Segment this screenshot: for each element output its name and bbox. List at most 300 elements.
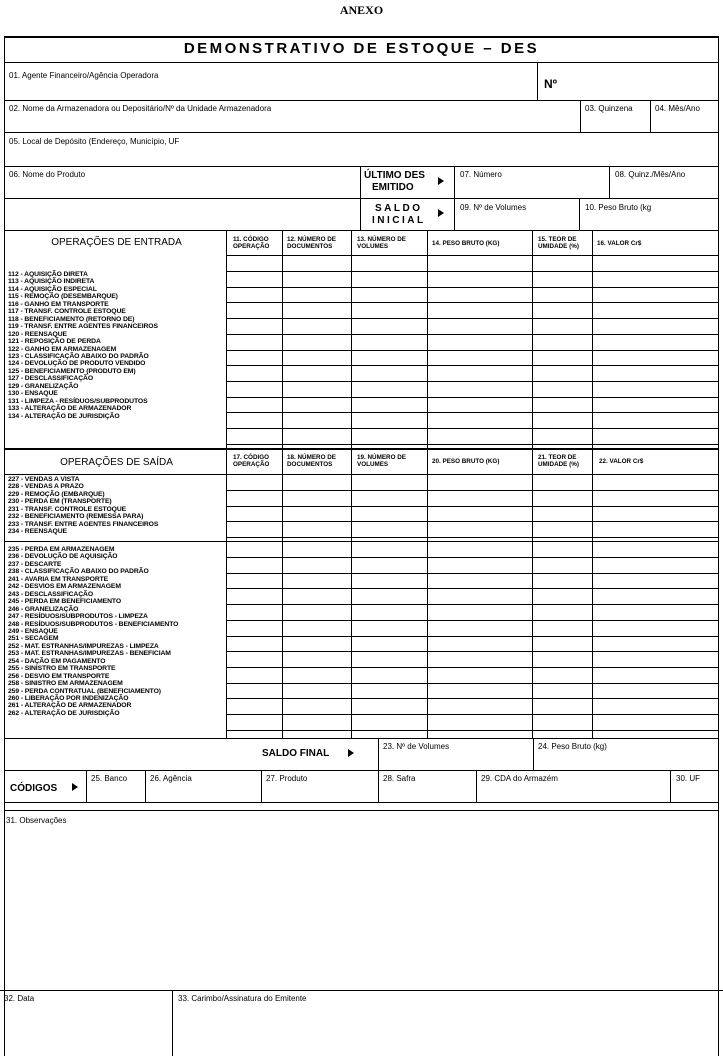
operation-code-item: 246 - GRANELIZAÇÃO <box>8 605 79 613</box>
entrada-cell[interactable] <box>284 350 349 364</box>
saida-a-cell[interactable] <box>429 506 530 520</box>
saida-b-cell[interactable] <box>353 621 425 635</box>
saida-a-cell[interactable] <box>534 522 590 536</box>
divider <box>533 738 534 770</box>
entrada-cell[interactable] <box>353 397 425 411</box>
divider <box>0 990 723 991</box>
entrada-cell[interactable] <box>594 272 716 286</box>
field-09-label: 09. Nº de Volumes <box>460 203 527 212</box>
saida-b-cell[interactable] <box>284 542 349 556</box>
grid-col-line <box>532 230 533 448</box>
saida-b-cell[interactable] <box>429 652 530 666</box>
operation-code-item: 238 - CLASSIFICAÇÃO ABAIXO DO PADRÃO <box>8 568 149 576</box>
saida-b-cell[interactable] <box>534 542 590 556</box>
arrow-right-icon <box>438 209 444 217</box>
saida-b-cell[interactable] <box>228 699 280 713</box>
operation-code-item: 118 - BENEFICIAMENTO (RETORNO DE) <box>8 315 135 323</box>
operation-code-item: 234 - REENSAQUE <box>8 528 67 536</box>
divider <box>4 738 719 739</box>
field-05-input[interactable] <box>10 147 710 163</box>
saida-a-cell[interactable] <box>228 506 280 520</box>
entrada-cell[interactable] <box>534 382 590 396</box>
field-26-label: 26. Agência <box>150 774 192 783</box>
entrada-cell[interactable] <box>228 397 280 411</box>
operation-code-item: 125 - BENEFICIAMENTO (PRODUTO EM) <box>8 367 136 375</box>
saida-b-cell[interactable] <box>353 605 425 619</box>
entrada-cell[interactable] <box>594 287 716 301</box>
grid-col-line <box>427 450 428 738</box>
saida-a-cell[interactable] <box>534 475 590 489</box>
divider <box>579 198 580 230</box>
saida-b-cell[interactable] <box>429 636 530 650</box>
saida-b-cell[interactable] <box>594 573 716 587</box>
field-31-label: 31. Observações <box>6 816 67 825</box>
saida-b-cell[interactable] <box>353 589 425 603</box>
saida-b-cell[interactable] <box>534 558 590 572</box>
saida-b-cell[interactable] <box>429 589 530 603</box>
saida-b-cell[interactable] <box>353 573 425 587</box>
saida-b-cell[interactable] <box>594 652 716 666</box>
col-13-label-a: 13. NÚMERO DE <box>357 236 406 243</box>
saida-b-cell[interactable] <box>353 558 425 572</box>
entrada-cell[interactable] <box>594 319 716 333</box>
grid-col-line <box>282 450 283 738</box>
operation-code-item: 231 - TRANSF. CONTROLE ESTOQUE <box>8 505 127 513</box>
entrada-cell[interactable] <box>353 256 425 270</box>
saida-b-cell[interactable] <box>429 699 530 713</box>
entrada-cell[interactable] <box>353 319 425 333</box>
entrada-cell[interactable] <box>429 256 530 270</box>
field-24-input[interactable] <box>537 752 713 767</box>
divider <box>145 770 146 802</box>
operation-code-item: 245 - PERDA EM BENEFICIAMENTO <box>8 598 122 606</box>
field-04-input[interactable] <box>654 114 716 130</box>
saida-b-cell[interactable] <box>429 605 530 619</box>
operation-code-item: 115 - REMOÇÃO (DESEMBARQUE) <box>8 293 118 301</box>
saida-b-cell[interactable] <box>228 589 280 603</box>
observacoes-textarea[interactable] <box>8 828 713 986</box>
entrada-cell[interactable] <box>228 287 280 301</box>
divider <box>4 770 719 771</box>
col-11-label-b: OPERAÇÃO <box>233 243 270 250</box>
entrada-cell[interactable] <box>284 429 349 443</box>
saida-b-cell[interactable] <box>534 699 590 713</box>
saida-b-cell[interactable] <box>534 683 590 697</box>
operation-code-item: 113 - AQUISIÇÃO INDIRETA <box>8 278 95 286</box>
saida-b-cell[interactable] <box>228 636 280 650</box>
divider <box>4 802 719 803</box>
form-title: DEMONSTRATIVO DE ESTOQUE – DES <box>183 40 540 57</box>
ultimo-des-label: ÚLTIMO DES <box>364 170 425 181</box>
field-26-input[interactable] <box>149 784 257 799</box>
divider <box>261 770 262 802</box>
entrada-cell[interactable] <box>284 397 349 411</box>
col-12-label-a: 12. NÚMERO DE <box>287 236 336 243</box>
saida-b-cell[interactable] <box>429 668 530 682</box>
saida-a-cell[interactable] <box>228 475 280 489</box>
col-20-label: 20. PESO BRUTO (KG) <box>432 458 500 465</box>
field-10-label: 10. Peso Bruto (kg <box>585 203 652 212</box>
entrada-cell[interactable] <box>284 382 349 396</box>
saida-b-cell[interactable] <box>353 636 425 650</box>
divider <box>670 770 671 802</box>
operation-code-item: 133 - ALTERAÇÃO DE ARMAZENADOR <box>8 405 132 413</box>
saida-b-cell[interactable] <box>284 589 349 603</box>
col-16-label: 16. VALOR Cr$ <box>597 240 642 247</box>
divider <box>4 198 719 199</box>
entrada-cell[interactable] <box>429 319 530 333</box>
entrada-cell[interactable] <box>594 335 716 349</box>
operation-code-item: 117 - TRANSF. CONTROLE ESTOQUE <box>8 308 126 316</box>
col-11-label-a: 11. CÓDIGO <box>233 236 269 243</box>
field-07-input[interactable] <box>458 180 603 196</box>
saida-a-cell[interactable] <box>534 506 590 520</box>
entrada-cell[interactable] <box>429 366 530 380</box>
saida-b-cell[interactable] <box>284 621 349 635</box>
entrada-cell[interactable] <box>594 429 716 443</box>
operation-code-item: 249 - ENSAQUE <box>8 627 58 635</box>
saida-b-cell[interactable] <box>429 621 530 635</box>
col-17-label-b: OPERAÇÃO <box>233 461 270 468</box>
entrada-cell[interactable] <box>228 319 280 333</box>
saldo-final-label: SALDO FINAL <box>262 748 330 759</box>
saida-b-cell[interactable] <box>353 699 425 713</box>
entrada-cell[interactable] <box>594 256 716 270</box>
operation-code-item: 241 - AVARIA EM TRANSPORTE <box>8 575 109 583</box>
entrada-cell[interactable] <box>534 397 590 411</box>
entrada-cell[interactable] <box>228 272 280 286</box>
saida-b-cell[interactable] <box>594 605 716 619</box>
field-29-label: 29. CDA do Armazém <box>481 774 558 783</box>
field-27-input[interactable] <box>265 784 373 799</box>
saida-a-cell[interactable] <box>353 506 425 520</box>
entrada-cell[interactable] <box>284 287 349 301</box>
entrada-cell[interactable] <box>353 303 425 317</box>
entrada-cell[interactable] <box>353 382 425 396</box>
operation-code-item: 122 - GANHO EM ARMAZENAGEM <box>8 345 117 353</box>
entrada-cell[interactable] <box>534 256 590 270</box>
entrada-cell[interactable] <box>594 397 716 411</box>
saida-a-cell[interactable] <box>284 475 349 489</box>
saida-b-cell[interactable] <box>353 652 425 666</box>
saida-b-cell[interactable] <box>228 621 280 635</box>
field-08-label: 08. Quinz./Mês/Ano <box>615 170 686 179</box>
operation-code-item: 129 - GRANELIZAÇÃO <box>8 382 79 390</box>
saida-a-cell[interactable] <box>429 522 530 536</box>
entrada-cell[interactable] <box>594 366 716 380</box>
saida-b-cell[interactable] <box>228 683 280 697</box>
entrada-cell[interactable] <box>284 256 349 270</box>
col-15-label-b: UMIDADE (%) <box>538 243 579 250</box>
saida-a-cell[interactable] <box>353 491 425 505</box>
saida-a-cell[interactable] <box>594 491 716 505</box>
saida-b-cell[interactable] <box>353 683 425 697</box>
saida-b-cell[interactable] <box>594 589 716 603</box>
saida-b-cell[interactable] <box>284 573 349 587</box>
entrada-cell[interactable] <box>534 350 590 364</box>
operation-code-item: 258 - SINISTRO EM ARMAZENAGEM <box>8 680 123 688</box>
entrada-cell[interactable] <box>284 319 349 333</box>
entrada-cell[interactable] <box>534 429 590 443</box>
saida-a-cell[interactable] <box>284 522 349 536</box>
saldo-label: SALDO <box>375 203 423 214</box>
field-01-label: 01. Agente Financeiro/Agência Operadora <box>9 71 159 80</box>
saida-b-cell[interactable] <box>228 542 280 556</box>
operation-code-item: 252 - MAT. ESTRANHAS/IMPUREZAS - LIMPEZA <box>8 642 159 650</box>
col-18-label-a: 18. NÚMERO DE <box>287 454 336 461</box>
divider <box>378 770 379 802</box>
entrada-cell[interactable] <box>534 272 590 286</box>
operation-code-item: 253 - MAT. ESTRANHAS/IMPUREZAS - BENEFICIAM <box>8 650 171 658</box>
saida-b-cell[interactable] <box>284 652 349 666</box>
field-28-label: 28. Safra <box>383 774 416 783</box>
saida-a-cell[interactable] <box>284 506 349 520</box>
divider <box>650 100 651 132</box>
entrada-cell[interactable] <box>429 397 530 411</box>
saida-b-cell[interactable] <box>594 636 716 650</box>
saida-b-cell[interactable] <box>228 558 280 572</box>
emitido-label: EMITIDO <box>372 182 414 193</box>
entrada-cell[interactable] <box>429 335 530 349</box>
entrada-cell[interactable] <box>429 413 530 427</box>
operation-code-item: 114 - AQUISIÇÃO ESPECIAL <box>8 285 97 293</box>
arrow-right-icon <box>438 177 444 185</box>
saida-title: OPERAÇÕES DE SAÍDA <box>60 457 173 468</box>
saida-a-cell[interactable] <box>534 491 590 505</box>
saida-b-cell[interactable] <box>284 699 349 713</box>
saida-b-cell[interactable] <box>228 605 280 619</box>
arrow-right-icon <box>72 783 78 791</box>
operation-code-item: 233 - TRANSF. ENTRE AGENTES FINANCEIROS <box>8 520 159 528</box>
entrada-cell[interactable] <box>353 366 425 380</box>
col-13-label-b: VOLUMES <box>357 243 389 250</box>
field-09-input[interactable] <box>458 213 573 228</box>
divider <box>86 770 87 802</box>
entrada-cell[interactable] <box>429 382 530 396</box>
saida-b-cell[interactable] <box>534 636 590 650</box>
divider <box>4 810 719 811</box>
field-05-label: 05. Local de Depósito (Endereço, Município, UF <box>9 137 180 146</box>
inicial-label: INICIAL <box>372 215 426 226</box>
grid-row-line <box>226 444 719 445</box>
saida-b-cell[interactable] <box>594 683 716 697</box>
operation-code-item: 237 - DESCARTE <box>8 560 62 568</box>
entrada-cell[interactable] <box>429 287 530 301</box>
saida-b-cell[interactable] <box>594 542 716 556</box>
saida-b-cell[interactable] <box>228 573 280 587</box>
entrada-cell[interactable] <box>228 382 280 396</box>
operation-code-item: 112 - AQUISIÇÃO DIRETA <box>8 271 88 278</box>
saida-b-cell[interactable] <box>534 715 590 729</box>
entrada-cell[interactable] <box>228 413 280 427</box>
entrada-cell[interactable] <box>228 303 280 317</box>
saida-b-cell[interactable] <box>429 715 530 729</box>
saida-b-cell[interactable] <box>534 652 590 666</box>
operation-code-item: 131 - LIMPEZA - RESÍDUOS/SUBPRODUTOS <box>8 397 148 405</box>
entrada-cell[interactable] <box>228 335 280 349</box>
entrada-cell[interactable] <box>429 272 530 286</box>
grid-row-line <box>226 537 719 538</box>
entrada-cell[interactable] <box>228 350 280 364</box>
field-23-input[interactable] <box>382 752 528 767</box>
saida-b-cell[interactable] <box>228 715 280 729</box>
field-32-input[interactable] <box>6 1006 166 1052</box>
field-01-input[interactable] <box>10 80 530 98</box>
field-25-input[interactable] <box>90 784 142 799</box>
field-25-label: 25. Banco <box>91 774 128 783</box>
grid-col-line <box>282 230 283 448</box>
operation-code-item: 127 - DESCLASSIFICAÇÃO <box>8 375 94 383</box>
entrada-cell[interactable] <box>534 287 590 301</box>
entrada-cell[interactable] <box>353 272 425 286</box>
field-08-input[interactable] <box>613 180 713 196</box>
entrada-cell[interactable] <box>594 350 716 364</box>
field-03-input[interactable] <box>584 114 646 130</box>
saida-b-cell[interactable] <box>594 699 716 713</box>
entrada-cell[interactable] <box>353 429 425 443</box>
operation-code-item: 243 - DESCLASSIFICAÇÃO <box>8 590 94 598</box>
saida-b-cell[interactable] <box>594 668 716 682</box>
divider <box>609 166 610 198</box>
saida-b-cell[interactable] <box>429 683 530 697</box>
field-02-input[interactable] <box>10 114 575 130</box>
field-29-input[interactable] <box>480 784 666 799</box>
grid-row-line <box>226 730 719 731</box>
grid-col-line <box>351 230 352 448</box>
saida-b-cell[interactable] <box>534 668 590 682</box>
grid-col-line <box>351 450 352 738</box>
entrada-cell[interactable] <box>594 303 716 317</box>
saida-a-cell[interactable] <box>284 491 349 505</box>
saida-b-cell[interactable] <box>284 605 349 619</box>
saida-b-cell[interactable] <box>534 573 590 587</box>
saida-a-cell[interactable] <box>594 506 716 520</box>
entrada-cell[interactable] <box>353 413 425 427</box>
divider <box>537 62 538 100</box>
codigos-label: CÓDIGOS <box>10 783 58 794</box>
entrada-cell[interactable] <box>534 366 590 380</box>
entrada-cell[interactable] <box>594 382 716 396</box>
saida-b-cell[interactable] <box>594 715 716 729</box>
entrada-cell[interactable] <box>284 335 349 349</box>
entrada-cell[interactable] <box>353 335 425 349</box>
entrada-title: OPERAÇÕES DE ENTRADA <box>51 237 182 248</box>
grid-col-line <box>226 230 227 448</box>
field-23-label: 23. Nº de Volumes <box>383 742 450 751</box>
col-22-label: 22. VALOR Cr$ <box>599 458 644 465</box>
divider <box>4 62 719 63</box>
entrada-cell[interactable] <box>284 366 349 380</box>
saida-b-cell[interactable] <box>284 715 349 729</box>
saida-b-cell[interactable] <box>534 605 590 619</box>
saida-b-cell[interactable] <box>228 668 280 682</box>
operation-code-item: 242 - DESVIOS EM ARMAZENAGEM <box>8 583 121 591</box>
saida-a-cell[interactable] <box>429 491 530 505</box>
entrada-cell[interactable] <box>228 429 280 443</box>
entrada-cell[interactable] <box>534 303 590 317</box>
operation-code-item: 247 - RESÍDUOS/SUBPRODUTOS - LIMPEZA <box>8 613 148 621</box>
entrada-cell[interactable] <box>353 350 425 364</box>
numero-input[interactable] <box>566 70 714 96</box>
entrada-cell[interactable] <box>534 319 590 333</box>
col-19-label-a: 19. NÚMERO DE <box>357 454 406 461</box>
saida-b-cell[interactable] <box>534 589 590 603</box>
operation-code-item: 248 - RESÍDUOS/SUBPRODUTOS - BENEFICIAMENTO <box>8 620 179 628</box>
field-33-signature[interactable] <box>178 1006 713 1052</box>
saida-b-cell[interactable] <box>284 668 349 682</box>
divider <box>476 770 477 802</box>
field-33-label: 33. Carimbo/Assinatura do Emitente <box>178 994 307 1003</box>
operation-code-item: 256 - DESVIO EM TRANSPORTE <box>8 672 110 680</box>
saida-b-cell[interactable] <box>429 573 530 587</box>
entrada-cell[interactable] <box>228 366 280 380</box>
saida-a-cell[interactable] <box>594 522 716 536</box>
operation-code-item: 134 - ALTERAÇÃO DE JURISDIÇÃO <box>8 412 120 420</box>
col-21-label-a: 21. TEOR DE <box>538 454 577 461</box>
entrada-cell[interactable] <box>534 413 590 427</box>
saida-b-cell[interactable] <box>429 558 530 572</box>
saida-a-cell[interactable] <box>353 522 425 536</box>
field-06-input[interactable] <box>10 180 355 196</box>
field-28-input[interactable] <box>382 784 472 799</box>
saida-a-cell[interactable] <box>228 491 280 505</box>
entrada-cell[interactable] <box>429 303 530 317</box>
operation-code-item: 236 - DEVOLUÇÃO DE AQUISIÇÃO <box>8 553 118 561</box>
saida-b-cell[interactable] <box>534 621 590 635</box>
entrada-cell[interactable] <box>429 350 530 364</box>
saida-b-cell[interactable] <box>353 715 425 729</box>
saida-b-cell[interactable] <box>228 652 280 666</box>
saida-b-cell[interactable] <box>353 542 425 556</box>
col-15-label-a: 15. TEOR DE <box>538 236 577 243</box>
saida-a-cell[interactable] <box>353 475 425 489</box>
saida-b-cell[interactable] <box>284 636 349 650</box>
saida-b-cell[interactable] <box>594 621 716 635</box>
operation-code-item: 230 - PERDA EM (TRANSPORTE) <box>8 498 112 506</box>
operation-code-item: 261 - ALTERAÇÃO DE ARMAZENADOR <box>8 702 132 710</box>
saida-b-cell[interactable] <box>284 683 349 697</box>
saida-b-cell[interactable] <box>284 558 349 572</box>
saida-a-cell[interactable] <box>228 522 280 536</box>
col-12-label-b: DOCUMENTOS <box>287 243 333 250</box>
frame-top <box>4 36 719 38</box>
arrow-right-icon <box>348 749 354 757</box>
operation-code-item: 130 - ENSAQUE <box>8 390 58 398</box>
divider <box>4 166 719 167</box>
entrada-cell[interactable] <box>284 272 349 286</box>
entrada-cell[interactable] <box>534 335 590 349</box>
saida-b-cell[interactable] <box>429 542 530 556</box>
saida-b-cell[interactable] <box>353 668 425 682</box>
divider <box>378 738 379 770</box>
saida-b-cell[interactable] <box>594 558 716 572</box>
entrada-cell[interactable] <box>594 413 716 427</box>
field-30-input[interactable] <box>674 784 714 799</box>
saida-a-cell[interactable] <box>594 475 716 489</box>
field-04-label: 04. Mês/Ano <box>655 104 700 113</box>
entrada-cell[interactable] <box>228 256 280 270</box>
entrada-cell[interactable] <box>284 303 349 317</box>
field-02-label: 02. Nome da Armazenadora ou Depositário/Nº da Unidade Armazenadora <box>9 104 272 113</box>
saida-a-cell[interactable] <box>429 475 530 489</box>
divider <box>4 100 719 101</box>
operation-code-item: 229 - REMOÇÃO (EMBARQUE) <box>8 490 105 498</box>
entrada-cell[interactable] <box>429 429 530 443</box>
field-10-input[interactable] <box>583 213 713 228</box>
entrada-cell[interactable] <box>284 413 349 427</box>
entrada-cell[interactable] <box>353 287 425 301</box>
col-14-label: 14. PESO BRUTO (KG) <box>432 240 500 247</box>
